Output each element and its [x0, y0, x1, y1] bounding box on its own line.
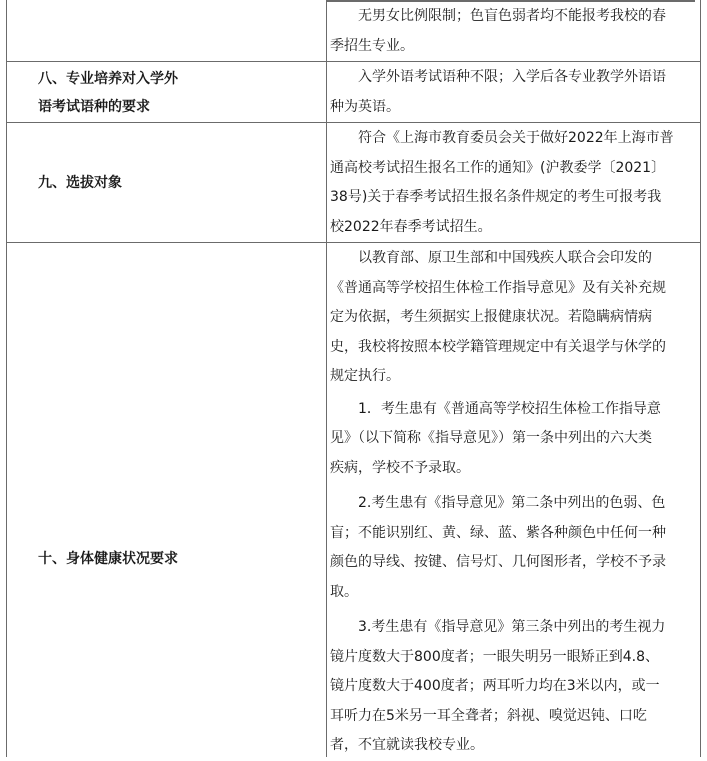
item-three-paragraph [330, 613, 694, 761]
row-divider-2 [6, 122, 701, 123]
content-line: 季招生专业。 [330, 37, 414, 54]
content-line: 盲；不能识别红、黄、绿、蓝、紫各种颜色中任何一种 [330, 524, 666, 541]
row-eight-content [330, 63, 694, 122]
content-line: 定为依据，考生须据实上报健康状况。若隐瞒病情病 [330, 309, 652, 325]
content-line: 颜色的导线、按键、信号灯、几何图形者，学校不予录 [330, 554, 666, 570]
content-line: 以教育部、原卫生部和中国残疾人联合会印发的 [358, 250, 652, 266]
content-line: 符合《上海市教育委员会关于做好2022年上海市普 [358, 130, 674, 146]
content-line: 2.考生患有《指导意见》第二条中列出的色弱、色 [358, 495, 666, 511]
item-two-paragraph [330, 489, 694, 607]
label-line: 语考试语种的要求 [38, 99, 150, 115]
content-line: 入学外语考试语种不限；入学后各专业教学外语语 [358, 69, 666, 85]
content-line: 无男女比例限制；色盲色弱者均不能报考我校的春 [358, 8, 666, 24]
content-line: 取。 [330, 583, 358, 600]
row-eight-label [38, 66, 178, 120]
row-nine-content [330, 124, 694, 242]
row-top-content [330, 2, 694, 61]
content-line: 38号)关于春季考试招生报名条件规定的考生可报考我 [330, 189, 662, 205]
content-line: 种为英语。 [330, 98, 400, 115]
row-ten-label: 十、身体健康状况要求 [38, 551, 178, 567]
label-line: 八、专业培养对入学外 [38, 71, 178, 87]
right-border [700, 0, 701, 757]
content-line: 《普通高等学校招生体检工作指导意见》及有关补充规 [330, 279, 666, 296]
content-line: 者，不宜就读我校专业。 [330, 737, 484, 753]
row-nine-label: 九、选拔对象 [38, 175, 122, 191]
content-line: 1．考生患有《普通高等学校招生体检工作指导意 [358, 400, 661, 417]
content-line: 通高校考试招生报名工作的通知》(沪教委学〔2021〕 [330, 159, 666, 176]
content-line: 耳听力在5米另一耳全聋者；斜视、嗅觉迟钝、口吃 [330, 707, 647, 724]
content-line: 疾病，学校不予录取。 [330, 459, 470, 476]
row-divider-1 [6, 61, 701, 62]
column-divider [326, 0, 327, 757]
content-line: 规定执行。 [330, 368, 400, 384]
content-line: 镜片度数大于400度者；两耳听力均在3米以内，或一 [330, 678, 660, 694]
intro-paragraph [330, 244, 694, 392]
content-line: 见》（以下简称《指导意见》）第一条中列出的六大类 [330, 430, 652, 446]
left-border [6, 0, 7, 757]
row-ten-content [330, 244, 694, 761]
content-line: 3.考生患有《指导意见》第三条中列出的考生视力 [358, 619, 666, 635]
item-one-paragraph [330, 395, 694, 484]
content-line: 镜片度数大于800度者；一眼失明另一眼矫正到4.8、 [330, 648, 659, 665]
content-line: 校2022年春季考试招生。 [330, 218, 492, 235]
row-divider-3 [6, 242, 701, 243]
content-line: 史，我校将按照本校学籍管理规定中有关退学与休学的 [330, 338, 666, 355]
